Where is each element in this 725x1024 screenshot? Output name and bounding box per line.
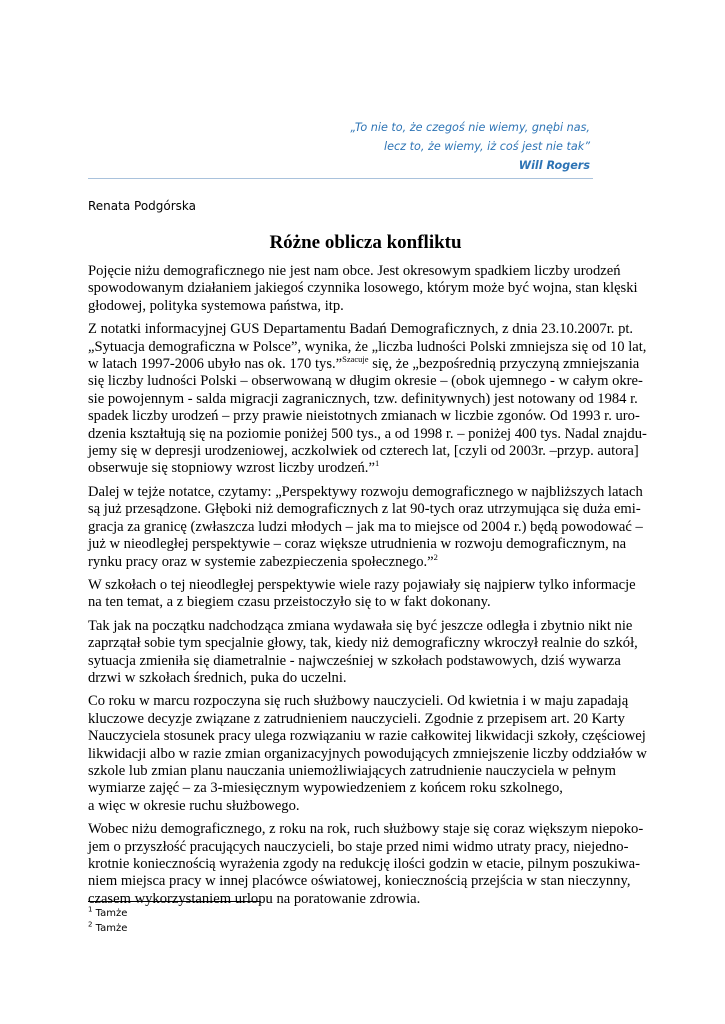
- text-line: niem miejsca pracy w innej placówce oświatowej, koniecznością przejścia w stan nieczynny,: [88, 873, 631, 890]
- text-segment: obserwuje się stopniowy wzrost liczby urodzeń.”: [88, 460, 375, 477]
- text-line: sytuacja zmieniła się diametralnie - najwcześniej w szkołach podstawowych, dziś wywarza: [88, 652, 621, 669]
- text-line: wymiarze zajęć – za 3-miesięcznym wypowiedzeniem z końcem roku szkolnego,: [88, 780, 563, 797]
- footnote-number: 2: [88, 920, 93, 929]
- text-line: na ten temat, a z biegiem czasu przeistoczyło się to w fakt dokonany.: [88, 594, 491, 611]
- paragraph-6: [88, 693, 647, 815]
- text-line: [88, 460, 644, 477]
- article-body: [88, 263, 647, 914]
- article-author: Renata Podgórska: [88, 199, 197, 213]
- text-line: kluczowe decyzje związane z zatrudnieniem nauczycieli. Zgodnie z przepisem art. 20 Karty: [88, 710, 625, 727]
- footnote-text: Tamże: [95, 923, 128, 934]
- text-segment: się, że „bezpośrednią przyczyną zmniejszania: [368, 356, 640, 373]
- text-line: już w nieodległej perspektywie – coraz większe utrudnienia w rozwoju demograficznym, na: [88, 536, 627, 553]
- text-line: drzwi w szkołach średnich, puka do uczelni.: [88, 669, 347, 686]
- text-line: sie powojennym - salda migracji zagranicznych, tzw. definitywnych) jest notowany od 1984 r.: [88, 390, 638, 407]
- text-segment: w latach 1997-2006 ubyło nas ok. 170 tys.”: [88, 356, 343, 373]
- text-line: jemy się w depresji urodzeniowej, aczkolwiek od czterech lat, [czyli od 2003r. –przyp. autora]: [88, 443, 639, 460]
- text-line: Dalej w tejże notatce, czytamy: „Perspektywy rozwoju demograficznego w najbliższych latach: [88, 483, 643, 500]
- text-line: Wobec niżu demograficznego, z roku na rok, ruch służbowy staje się coraz większym niepoko-: [88, 821, 644, 838]
- inline-superscript: Szacuje: [342, 354, 369, 365]
- epigraph: [170, 118, 590, 175]
- footnote-text: Tamże: [95, 908, 128, 919]
- footnote-2: [88, 921, 127, 936]
- text-line: czasem wykorzystaniem urlopu na poratowanie zdrowia.: [88, 890, 421, 907]
- text-line: Co roku w marcu rozpoczyna się ruch służbowy nauczycieli. Od kwietnia i w maju zapadają: [88, 693, 629, 710]
- text-line: [88, 551, 644, 571]
- text-line: Z notatki informacyjnej GUS Departamentu Badań Demograficznych, z dnia 23.10.2007r. pt.: [88, 321, 634, 338]
- text-line: „Sytuacja demograficzna w Polsce”, wynika, że „liczba ludności Polski zmniejsza się od 10 lat,: [88, 338, 647, 355]
- paragraph-1: [88, 263, 644, 315]
- text-line: [88, 356, 644, 373]
- paragraph-5: [88, 618, 644, 688]
- footnote-separator: [88, 901, 261, 902]
- footnote-1: [88, 906, 127, 921]
- text-segment: rynku pracy oraz w systemie zabezpieczenia społecznego.”: [88, 553, 434, 570]
- paragraph-3: [88, 484, 644, 571]
- paragraph-7: [88, 821, 644, 908]
- text-line: W szkołach o tej nieodległej perspektywie wiele razy pojawiały się najpierw tylko informacje: [88, 576, 636, 593]
- footnote-ref-2[interactable]: 2: [433, 551, 438, 562]
- text-line: głodowej, polityka systemowa państwa, itp.: [88, 297, 344, 314]
- paragraph-2: [88, 321, 647, 478]
- text-line: a więc w okresie ruchu służbowego.: [88, 797, 300, 814]
- text-line: dzenia kształtują się na poziomie poniżej 500 tys., a od 1998 r. – poniżej 400 tys. Nadal znajdu-: [88, 425, 647, 442]
- text-line: szkole lub zmian planu nauczania uniemożliwiających zatrudnienie nauczyciela w pełnym: [88, 762, 616, 779]
- footnote-number: 1: [88, 905, 93, 914]
- article-title: Różne oblicza konfliktu: [269, 232, 462, 253]
- text-line: jem o przyszłość pracujących nauczycieli, bo staje przed nimi widmo utraty pracy, niejedno-: [88, 838, 629, 855]
- epigraph-author: Will Rogers: [518, 159, 590, 172]
- text-line: Nauczyciela stosunek pracy ulega rozwiązaniu w razie całkowitej likwidacji szkoły, częściowej: [88, 728, 646, 745]
- epigraph-line-1: „To nie to, że czegoś nie wiemy, gnębi nas,: [350, 121, 590, 134]
- text-line: spadek liczby urodzeń – przy prawie nieistotnych zmianach w liczbie zgonów. Od 1993 r. uro-: [88, 408, 640, 425]
- text-line: Tak jak na początku nadchodząca zmiana wydawała się być jeszcze odległa i zbytnio nikt nie: [88, 617, 633, 634]
- text-line: Pojęcie niżu demograficznego nie jest nam obce. Jest okresowym spadkiem liczby urodzeń: [88, 263, 621, 279]
- text-line: się liczby ludności Polski – obserwowaną w długim okresie – (obok ujemnego - w całym okre-: [88, 373, 643, 390]
- text-line: są już przesądzone. Głęboki niż demograficznych z lat 90-tych oraz utrzymująca się duża emi-: [88, 501, 641, 518]
- epigraph-divider: [88, 178, 593, 179]
- text-line: gracja za granicę (zwłaszcza ludzi młodych – jak ma to miejsce od 2004 r.) będą powodować –: [88, 518, 643, 535]
- footnotes: [88, 906, 127, 936]
- footnote-ref-1[interactable]: 1: [374, 458, 380, 469]
- paragraph-4: [88, 577, 644, 612]
- text-line: zaprzątał sobie tym specjalnie głowy, tak, kiedy niż demograficzny wkroczył realnie do szkół,: [88, 635, 638, 652]
- text-line: krotnie koniecznością wyrażenia zgody na redukcję ilości godzin w etacie, pilnym poszukiwa-: [88, 856, 640, 872]
- text-line: spowodowanym działaniem jakiegoś czynnika losowego, którym może być wojna, stan klęski: [88, 280, 638, 297]
- epigraph-line-2: lecz to, że wiemy, iż coś jest nie tak”: [384, 140, 590, 153]
- text-line: likwidacji albo w razie zmian organizacyjnych powodujących zmniejszenie liczby oddziałów w: [88, 745, 647, 762]
